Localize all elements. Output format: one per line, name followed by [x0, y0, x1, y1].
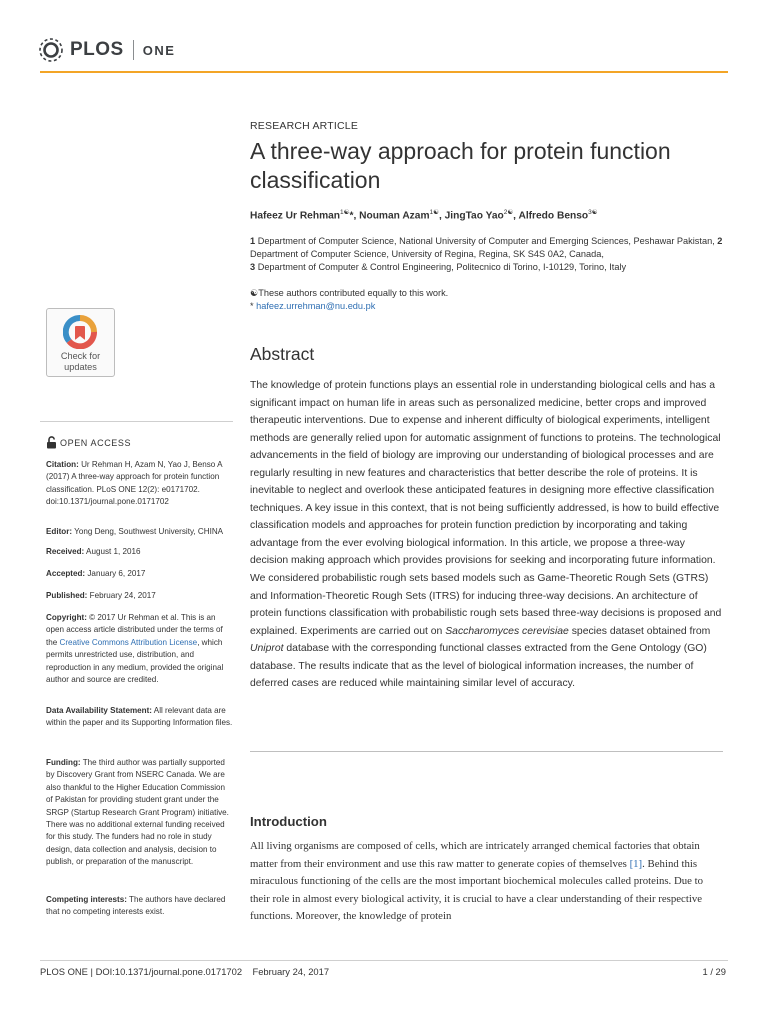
open-access-label: OPEN ACCESS: [46, 436, 131, 449]
license-link[interactable]: Creative Commons Attribution License: [59, 637, 198, 647]
page-title: A three-way approach for protein function classification: [250, 138, 671, 193]
abstract-divider: [250, 751, 723, 752]
check-for-updates-badge[interactable]: [46, 308, 115, 377]
header-rule: [40, 71, 728, 73]
introduction-text: All living organisms are composed of cells, which are intricately arranged chemical factories that obtain matter from their environment and use this raw matter to generate copies of themselves [1]. Behind this miraculous functioning of the cells are the most important biochemical molecules called proteins. Due to their role in almost every biological activity, it is crucial to have a clear understanding of their respective functions. Moreover, the knowledge of protein: [250, 840, 704, 922]
author[interactable]: Hafeez Ur Rehman: [250, 210, 341, 222]
plos-logo[interactable]: [38, 33, 175, 67]
corresponding-email-link[interactable]: hafeez.urrehman@nu.edu.pk: [256, 301, 376, 312]
affiliations: 1 Department of Computer Science, National University of Computer and Emerging Sciences, Peshawar Pakistan, 2 Department of Computer Science, University of Regina, Regina, SK S4S 0A2, Canada, 3 Department of Computer & Control Engineering, Politecnico di Torino, I-10129, Torino, Italy: [250, 236, 723, 273]
abstract-text: The knowledge of protein functions plays an essential role in understanding biological cells and has a significant impact on human life in areas such as personalized medicine, better crops and improved therapeutic interventions. Due to expense and inherent difficulty of biological experiments, intelligent methods are generally relied upon for automatic assignment of functions to proteins. The technological advancements in the field of biology are improving our understanding of biological processes and are regularly resulting in new features and characteristics that better describe the role of proteins. It is inevitable to neglect and overlook these anticipated features in designing more effective classification techniques. A key issue in this context, that is not being sufficiently addressed, is how to build effective classification models and approaches for protein function prediction by incorporating and taking advantage from the ever evolving biological information. In this article, we propose a three-way decision making approach which provides provisions for seeking and incorporating future information. We considered probabilistic rough sets based models such as Game-Theoretic Rough Sets (GTRS) and Information-Theoretic Rough Sets (ITRS) for inducing three-way decisions. An architecture of protein functions classification with probabilistic rough sets based three-way decisions is proposed and explained. Experiments are carried out on Saccharomyces cerevisiae species dataset obtained from Uniprot database with the corresponding functional classes extracted from the Gene Ontology (GO) database. The results indicate that as the level of biological information increases, the number of deferred cases are reduced while maintaining similar level of accuracy.: [250, 380, 722, 690]
competing-interests-block: Competing interests: The authors have declared that no competing interests exist.: [46, 895, 226, 917]
accepted-block: Accepted: January 6, 2017: [46, 569, 146, 578]
journal-name: ONE: [142, 42, 176, 58]
editor-block: Editor: Yong Deng, Southwest University, CHINA: [46, 527, 224, 536]
article-type: RESEARCH ARTICLE: [250, 120, 359, 132]
brand-name: PLOS: [70, 39, 124, 60]
author[interactable]: Alfredo Benso: [518, 210, 589, 222]
author-list: Hafeez Ur Rehman$^{1☯}$*, Nouman Azam$^{1☯}$, JingTao Yao$^{2☯}$, Alfredo Benso$^{3☯}$: [250, 209, 598, 222]
page-number: 1 / 29: [702, 966, 726, 977]
introduction-heading: Introduction: [250, 814, 327, 829]
author[interactable]: JingTao Yao: [444, 210, 504, 222]
plos-logo-icon: [38, 37, 64, 63]
footer-divider: [40, 960, 728, 961]
logo-divider: [133, 40, 134, 60]
contribution-notes: ☯These authors contributed equally to this work. * hafeez.urrehman@nu.edu.pk: [250, 288, 449, 312]
footer-citation: PLOS ONE | DOI:10.1371/journal.pone.0171702 February 24, 2017: [40, 966, 330, 977]
crossmark-icon: [63, 315, 97, 349]
author[interactable]: Nouman Azam: [359, 210, 430, 222]
received-block: Received: August 1, 2016: [46, 547, 141, 556]
citation-block: Citation: Ur Rehman H, Azam N, Yao J, Benso A (2017) A three-way approach for protein function classification. PLoS ONE 12(2): e0171702. doi:10.1371/journal.pone.0171702: [46, 460, 223, 507]
copyright-block: Copyright: © 2017 Ur Rehman et al. This is an open access article distributed under the terms of the Creative Commons Attribution License, which permits unrestricted use, distribution, and reproduction in any medium, provided the original author and source are credited.: [46, 613, 224, 685]
published-block: Published: February 24, 2017: [46, 591, 156, 600]
funding-block: Funding: The third author was partially supported by Discovery Grant from NSERC Canada. We are also thankful to the Higher Education Commission of Pakistan for providing student grant under the SRGP (Startup Research Grant Program) initiative. There was no additional external funding received for this study. The funders had no role in study design, data collection and analysis, decision to publish, or preparation of the manuscript.: [46, 758, 229, 867]
sidebar-divider: [40, 421, 233, 422]
equal-contribution-icon: ☯: [250, 288, 259, 298]
data-availability-block: Data Availability Statement: All relevant data are within the paper and its Supporting Information files.: [46, 706, 233, 728]
open-lock-icon: [46, 436, 57, 449]
reference-link[interactable]: [1]: [629, 857, 643, 870]
badge-label: Check for updates: [60, 351, 101, 372]
abstract-heading: Abstract: [250, 344, 315, 364]
